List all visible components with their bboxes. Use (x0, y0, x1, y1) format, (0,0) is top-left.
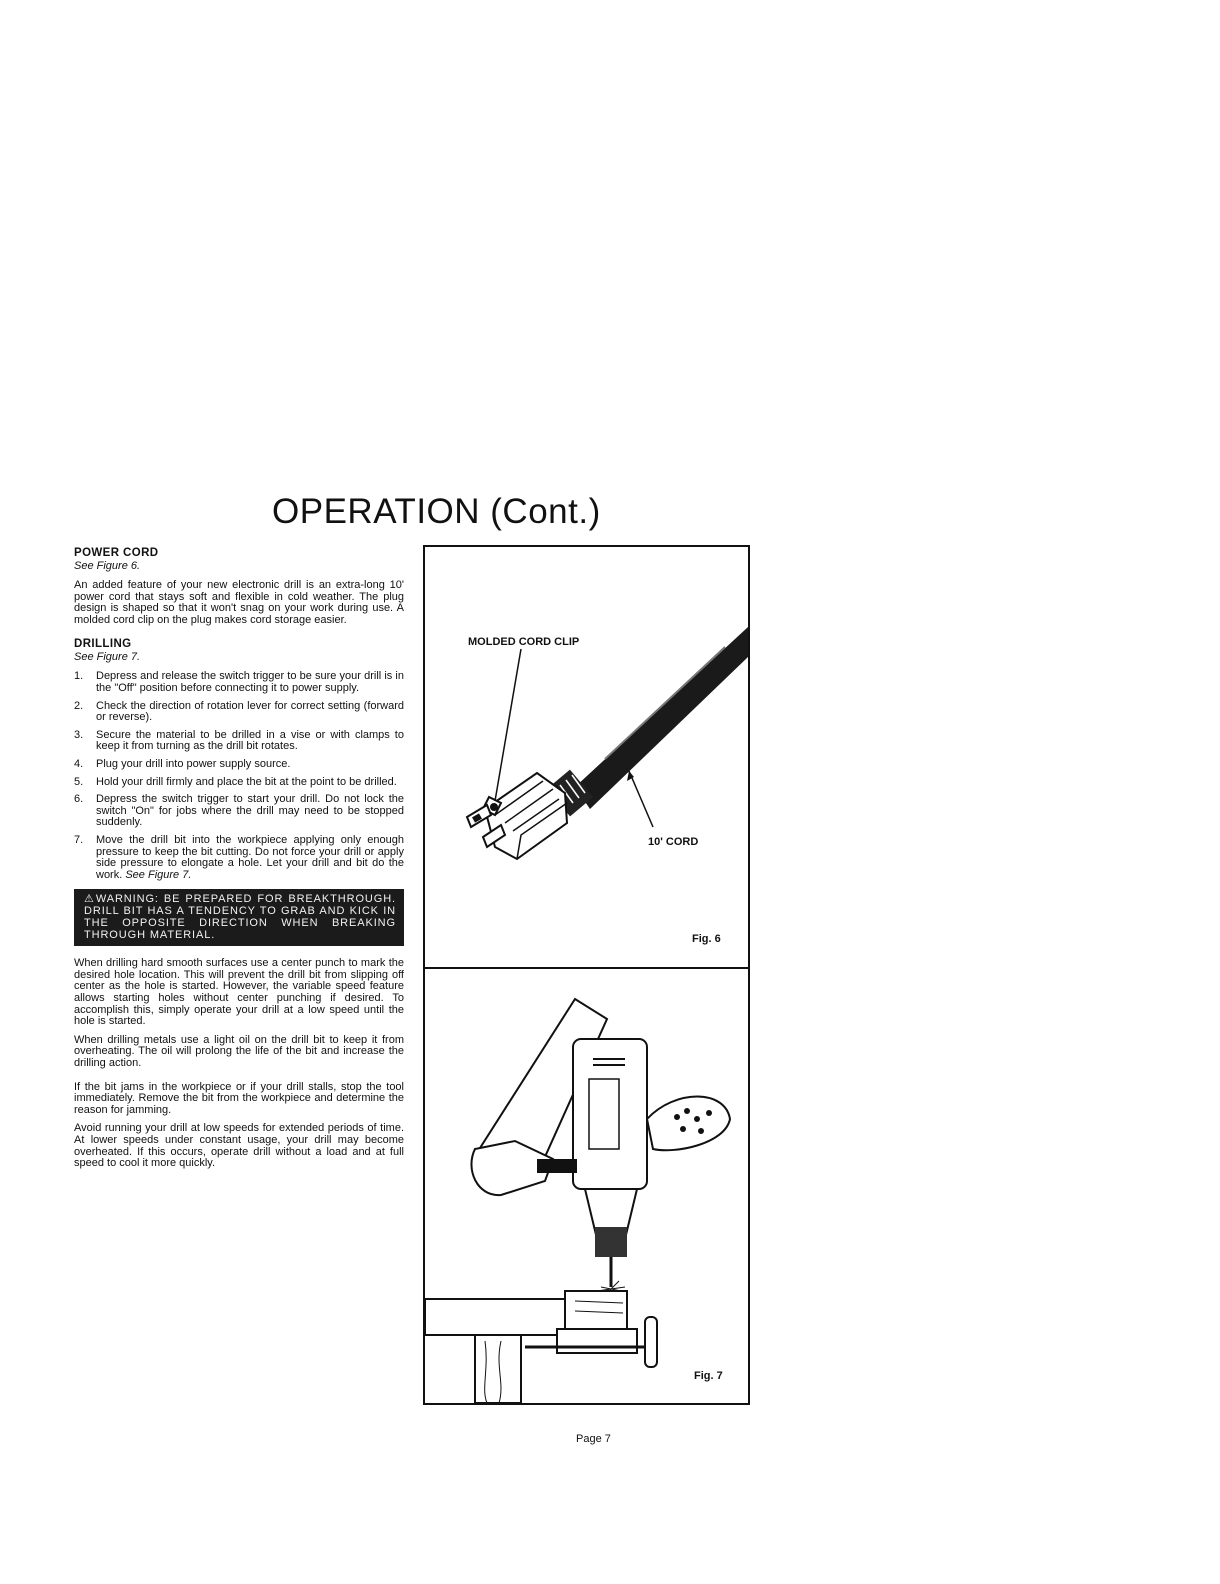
page-number: Page 7 (576, 1433, 611, 1445)
step-text: Depress and release the switch trigger to be sure your drill is in the "Off" position before connecting it to power supply. (96, 670, 404, 694)
step-number: 2. (74, 699, 84, 712)
power-cord-see-figure: See Figure 6. (74, 560, 141, 572)
drilling-step (74, 777, 404, 789)
step-text: Check the direction of rotation lever for correct setting (forward or reverse). (96, 699, 404, 724)
step-number: 4. (74, 757, 84, 770)
drilling-step (74, 671, 404, 694)
step-text: Secure the material to be drilled in a vise or with clamps to keep it from turning as the drill bit rotates. (96, 728, 404, 753)
paragraph-metals: When drilling metals use a light oil on the drill bit to keep it from overheating. The oil will prolong the life of the bit and increase the drilling action. (74, 1033, 404, 1070)
drilling-step (74, 730, 404, 753)
drilling-steps (74, 671, 404, 881)
paragraph-jams: If the bit jams in the workpiece or if your drill stalls, stop the tool immediately. Remove the bit from the workpiece and determine the reason for jamming. (74, 1080, 404, 1116)
drilling-see-figure: See Figure 7. (74, 651, 141, 664)
step-number: 3. (74, 728, 84, 741)
step-number: 7. (74, 833, 84, 846)
step-number: 1. (74, 670, 84, 683)
figure-6-caption: Fig. 6 (692, 933, 721, 945)
paragraph-low-speeds: Avoid running your drill at low speeds for extended periods of time. At lower speeds under constant usage, your drill may become overheated. If this occurs, operate drill without a load and at full speed to cool it more quickly. (74, 1122, 404, 1170)
drilling-step (74, 759, 404, 771)
page-title: OPERATION (Cont.) (272, 492, 601, 531)
warning-box: ⚠WARNING: BE PREPARED FOR BREAKTHROUGH. DRILL BIT HAS A TENDENCY TO GRAB AND KICK IN THE OPPOSITE DIRECTION WHEN BREAKING THROUGH MATERIAL. (74, 889, 404, 946)
step-text: Plug your drill into power supply source. (96, 757, 291, 770)
power-cord-heading: POWER CORD (74, 547, 159, 559)
paragraph-center-punch: When drilling hard smooth surfaces use a center punch to mark the desired hole location. This will prevent the drill bit from slipping off center as the hole is started. However, the variable speed feature allows starting holes without center punching if desired. To accomplish this, simply operate your drill at a low speed until the hole is started. (74, 957, 404, 1028)
drilling-step (74, 794, 404, 829)
drilling-step (74, 701, 404, 724)
cord-length-callout: 10' CORD (648, 836, 699, 848)
drilling-step (74, 835, 404, 881)
molded-cord-clip-callout: MOLDED CORD CLIP (468, 636, 580, 648)
step-see-figure: See Figure 7. (125, 868, 192, 881)
drilling-heading: DRILLING (74, 638, 132, 651)
power-cord-body: An added feature of your new electronic drill is an extra-long 10' power cord that stays soft and flexible in cold weather. The plug design is shaped so that it won't snag on your work during use. A molded cord clip on the plug makes cord storage easier. (74, 579, 404, 626)
figure-7-illustration (425, 969, 748, 1403)
step-text: Depress the switch trigger to start your drill. Do not lock the switch "On" for jobs where the drill may need to be stopped suddenly. (96, 793, 404, 829)
figure-7-caption: Fig. 7 (694, 1370, 723, 1382)
step-text: Move the drill bit into the workpiece applying only enough pressure to keep the bit cutting. Do not force your drill or apply side pressure to elongate a hole. Let your drill and bit do the work. (96, 833, 404, 881)
step-text: Hold your drill firmly and place the bit at the point to be drilled. (96, 775, 397, 788)
step-number: 6. (74, 793, 84, 806)
text-column (74, 547, 404, 1177)
figure-6-illustration (425, 547, 748, 967)
step-number: 5. (74, 775, 84, 788)
